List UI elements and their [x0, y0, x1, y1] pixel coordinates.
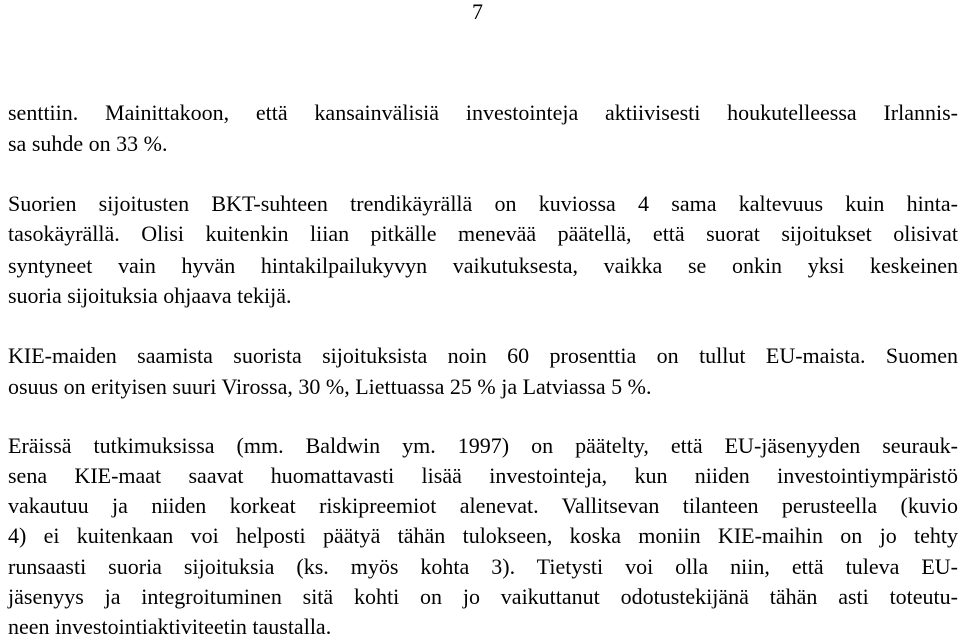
- text-line: KIE-maiden saamista suorista sijoituksista noin 60 prosenttia on tullut EU-maista. Suomen: [8, 343, 958, 368]
- text-line: vakautuu ja niiden korkeat riskipreemiot alenevat. Vallitsevan tilanteen perusteella (kuvio: [8, 493, 958, 518]
- text-line: suoria sijoituksia ohjaava tekijä.: [8, 283, 292, 308]
- text-line: syntyneet vain hyvän hintakilpailukyvyn vaikutuksesta, vaikka se onkin yksi keskeinen: [8, 253, 958, 278]
- text-line: osuus on erityisen suuri Virossa, 30 %, Liettuassa 25 % ja Latviassa 5 %.: [8, 374, 652, 399]
- text-line: sa suhde on 33 %.: [8, 131, 168, 156]
- page-number: 7: [472, 0, 483, 24]
- text-line: tasokäyrällä. Olisi kuitenkin liian pitkälle menevää päätellä, että suorat sijoitukset olisivat: [8, 221, 958, 246]
- text-line: senttiin. Mainittakoon, että kansainvälisiä investointeja aktiivisesti houkutelleessa Irlannis-: [8, 100, 958, 125]
- text-line: 4) ei kuitenkaan voi helposti päätyä tähän tulokseen, koska moniin KIE-maihin on jo tehty: [8, 523, 958, 548]
- text-line: Eräissä tutkimuksissa (mm. Baldwin ym. 1997) on päätelty, että EU-jäsenyyden seurauk-: [8, 433, 958, 458]
- text-line: jäsenyys ja integroituminen sitä kohti on jo vaikuttanut odotustekijänä tähän asti toteutu-: [8, 584, 958, 609]
- text-line: Suorien sijoitusten BKT-suhteen trendikäyrällä on kuviossa 4 sama kaltevuus kuin hinta-: [8, 191, 958, 216]
- text-line: neen investointiaktiviteetin taustalla.: [8, 614, 332, 639]
- text-line: runsaasti suoria sijoituksia (ks. myös kohta 3). Tietysti voi olla niin, että tuleva EU-: [8, 554, 958, 579]
- text-line: sena KIE-maat saavat huomattavasti lisää investointeja, kun niiden investointiympäristö: [8, 463, 958, 488]
